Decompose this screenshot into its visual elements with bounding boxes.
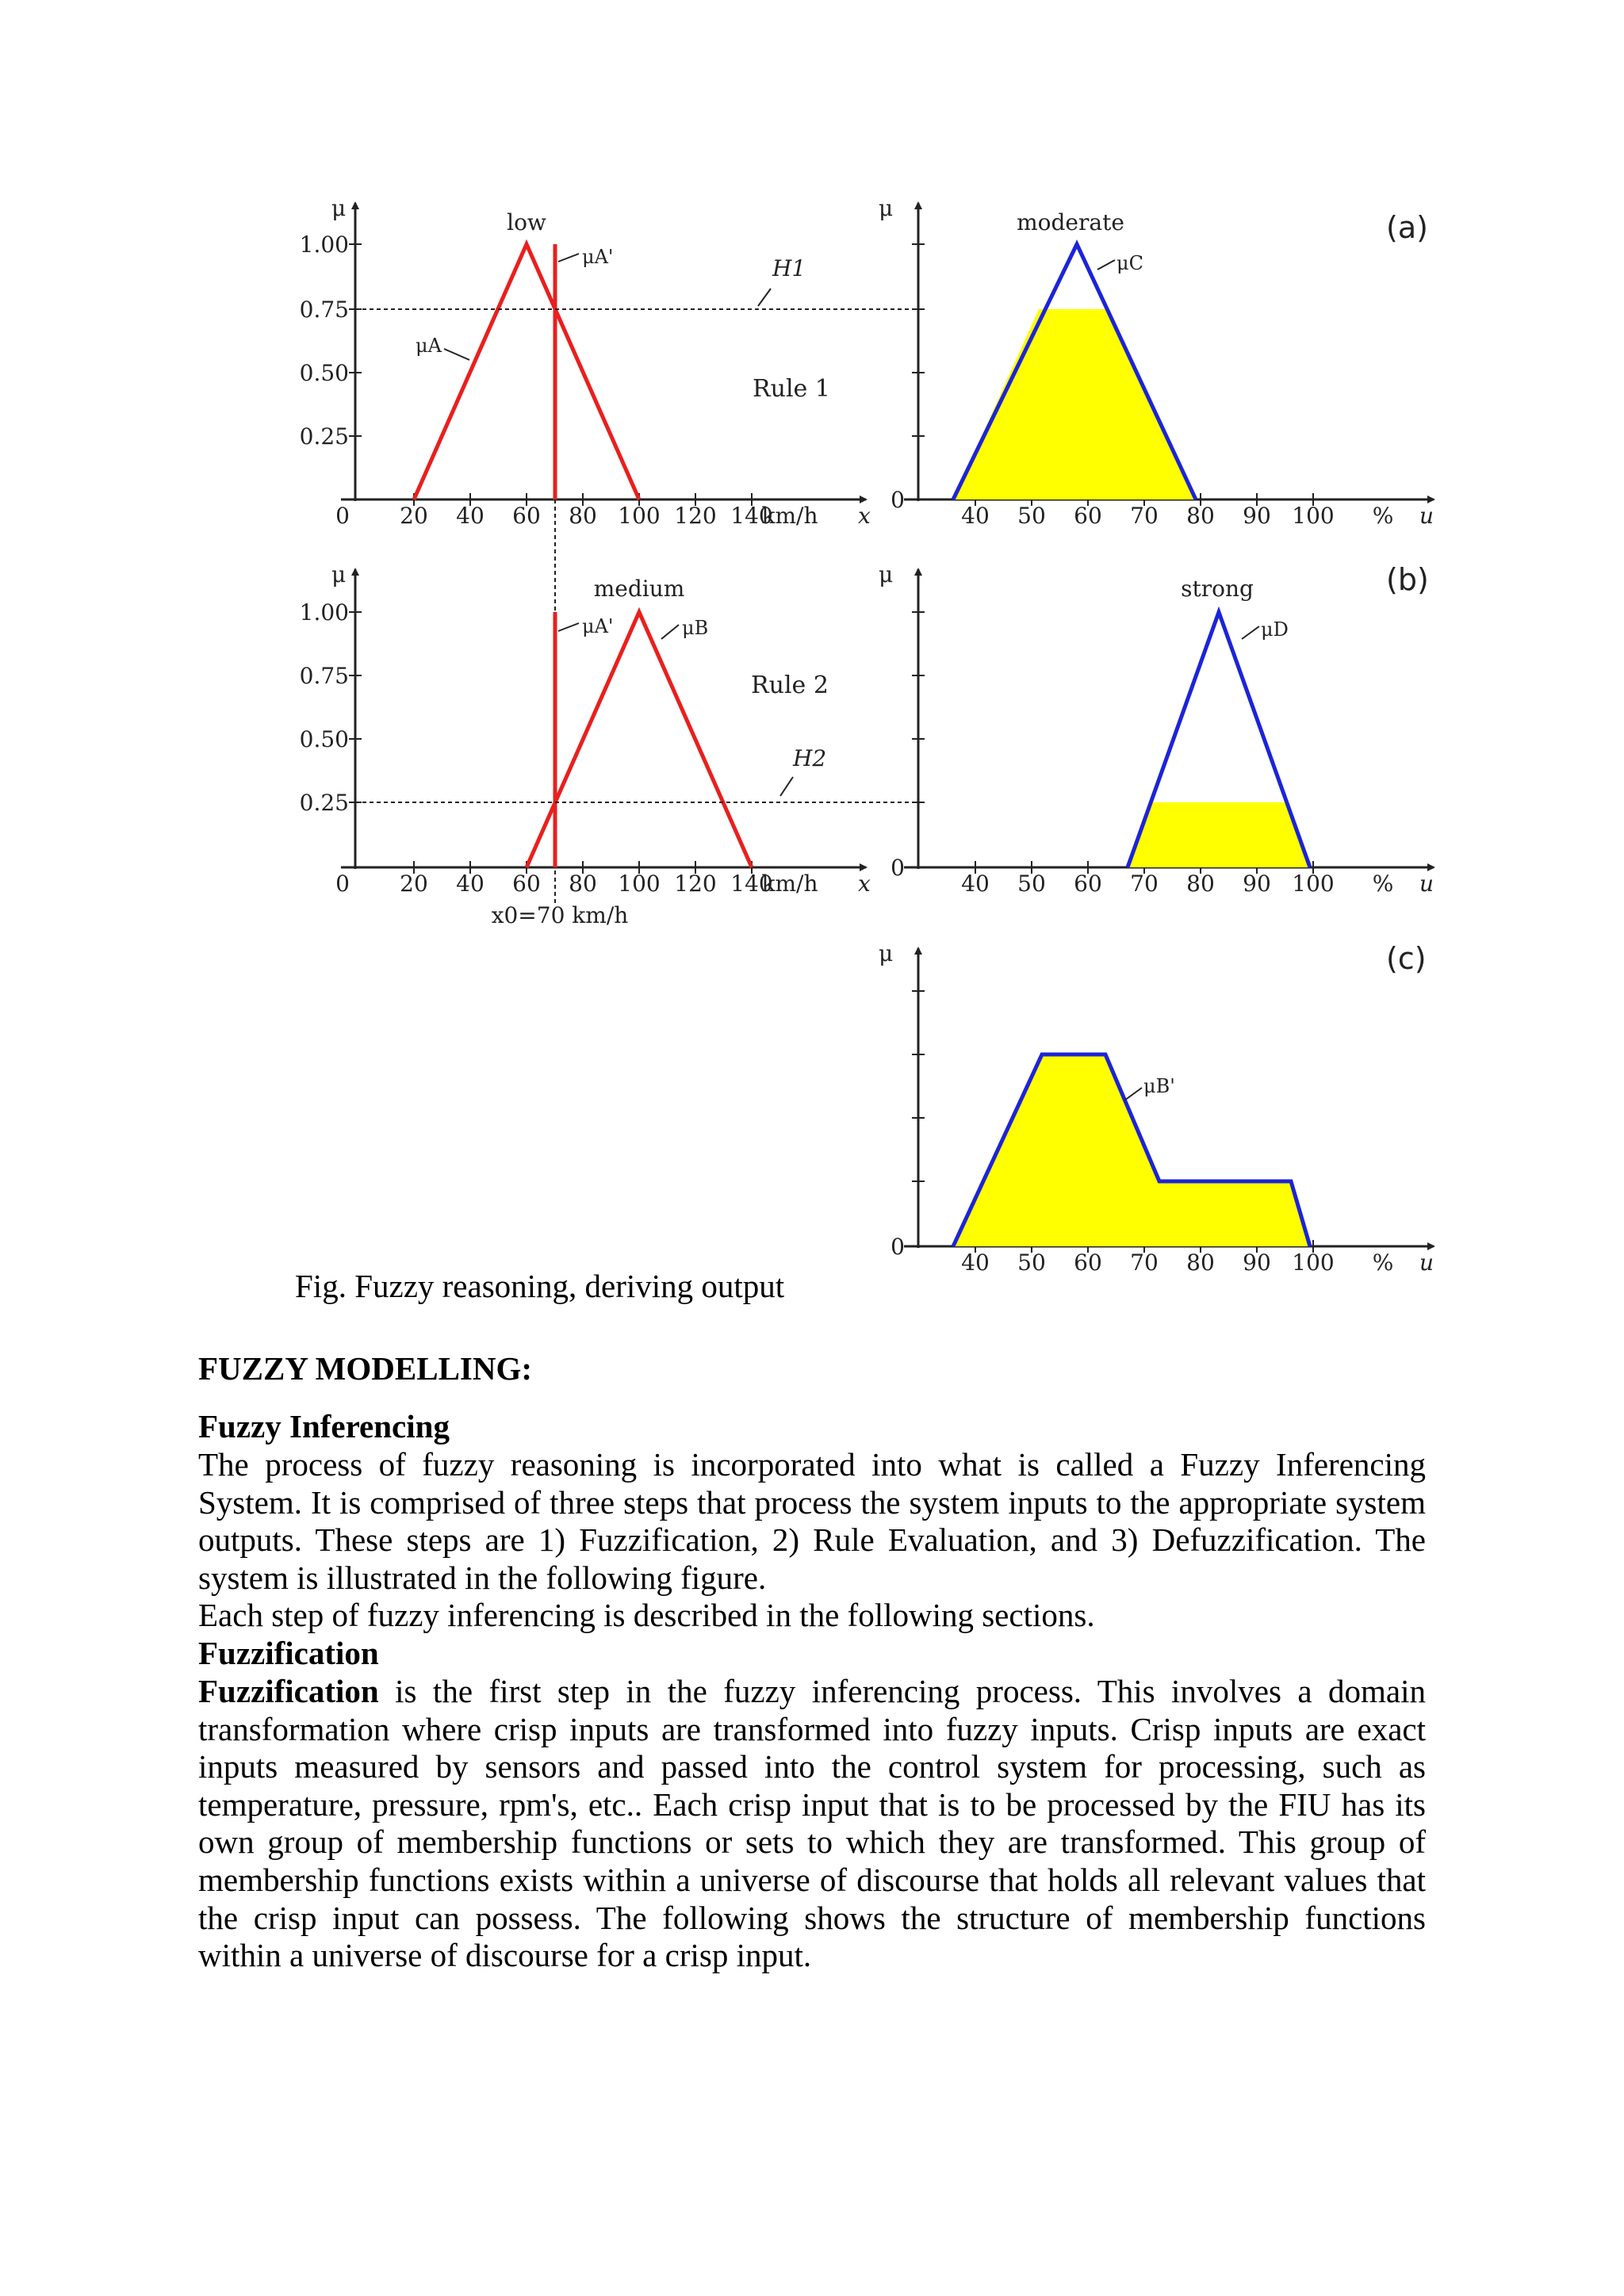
panel-b-tag: (b) [1386,562,1429,597]
panel-a-y-tick-1: 1.00 [299,232,349,258]
panel-a-u-tick-100: 100 [1292,503,1335,529]
panel-a-moderate-label: moderate [1017,209,1124,235]
panel-a-clipped-area [953,309,1196,499]
panel-a [300,195,1434,529]
panel-b-mu-d-label: μD [1261,618,1289,641]
panel-b-mu-b-label: μB [682,617,709,639]
panel-a-h1-label: H1 [772,255,806,281]
panel-a-u-tick-60: 60 [1074,503,1102,529]
panel-b-u-tick-50: 50 [1017,871,1046,897]
panel-c-output-var: u [1419,1249,1434,1276]
panel-a-y-tick-2: 0.75 [299,297,349,323]
panel-b-u-tick-80: 80 [1186,871,1215,897]
panel-a-input-unit: km/h [761,503,818,529]
panel-b-u-tick-100: 100 [1292,871,1335,897]
panel-a-u-tick-40: 40 [961,503,990,529]
panel-a-tag: (a) [1386,210,1428,245]
paragraph-steps-intro: Each step of fuzzy inferencing is described in the following sections. [198,1597,1095,1633]
panel-c-u-tick-40: 40 [961,1249,990,1276]
panel-a-y-tick-4: 0.25 [299,423,349,450]
panel-b-strong-label: strong [1181,576,1254,602]
panel-b-u-tick-60: 60 [1074,871,1102,897]
panel-c-output-mu-label: μ [879,940,894,966]
panel-a-mu-c-label: μC [1116,252,1143,274]
panel-a-x-tick-0: 0 [335,503,350,529]
panel-a-output-unit: % [1372,503,1394,529]
panel-a-u-tick-80: 80 [1186,503,1215,529]
panel-a-input-var: x [858,503,871,529]
section-heading: FUZZY MODELLING: [198,1350,533,1387]
panel-a-output-zero: 0 [891,487,905,513]
panel-c-mu-b-prime-label: μB' [1143,1075,1175,1097]
panel-b-u-tick-40: 40 [961,871,990,897]
panel-b-input-mu-label: μ [331,561,347,587]
panel-b-y-tick-2: 0.75 [299,663,349,689]
panel-b-medium-mf [527,612,752,867]
panel-b-clipped-area [1128,802,1310,867]
panel-b-output-mu-label: μ [879,561,894,587]
panel-a-x-tick-140: 140 [730,503,773,529]
panel-b-u-tick-90: 90 [1243,871,1271,897]
panel-b [300,561,1434,928]
panel-b-x-tick-140: 140 [730,871,773,897]
panel-a-low-label: low [507,209,546,235]
panel-b-h2-label: H2 [793,745,827,771]
panel-a-mu-a-prime-label: μA' [582,246,614,268]
panel-a-u-tick-90: 90 [1243,503,1271,529]
panel-c-u-tick-80: 80 [1186,1249,1215,1276]
paragraph-fuzzification [198,1673,1426,1975]
panel-b-input-unit: km/h [761,871,818,897]
panel-b-x0-label: x0=70 km/h [491,902,629,928]
panel-a-x-tick-80: 80 [569,503,597,529]
panel-a-u-tick-70: 70 [1130,503,1159,529]
panel-c-output-unit: % [1372,1249,1394,1276]
panel-a-x-tick-20: 20 [400,503,428,529]
panel-a-x-tick-40: 40 [456,503,485,529]
panel-a-output-mu-label: μ [879,195,894,221]
panel-b-medium-label: medium [593,576,685,602]
panel-a-input-mu-label: μ [331,195,347,221]
panel-b-u-tick-70: 70 [1130,871,1159,897]
paragraph-fuzzy-inferencing: The process of fuzzy reasoning is incorporated into what is called a Fuzzy Inferencing System. It is comprised of three steps that process the system inputs to the appropriate system outputs. These steps are 1) Fuzzification, 2) Rule Evaluation, and 3) Defuzzification. The system is illustrated in the following figure. [198,1446,1426,1596]
panel-b-x-tick-80: 80 [569,871,597,897]
panel-b-x-tick-20: 20 [400,871,428,897]
figure-caption: Fig. Fuzzy reasoning, deriving output [295,1268,785,1304]
panel-c-output-zero: 0 [891,1234,905,1260]
panel-b-mu-a-prime-label: μA' [582,615,614,637]
panel-a-rule-label: Rule 1 [753,375,830,403]
panel-c [879,940,1434,1276]
panel-b-x-tick-40: 40 [456,871,485,897]
panel-b-y-tick-3: 0.50 [299,726,349,752]
fuzzification-body: is the first step in the fuzzy inferencing process. This involves a domain transformation where crisp inputs are transformed into fuzzy inputs. Crisp inputs are exact inputs measured by sensors and passed into the control system for processing, such as temperature, pressure, rpm's, etc.. Each crisp input that is to be processed by the FIU has its own group of membership functions or sets to which they are transformed. This group of membership functions exists within a universe of discourse that holds all relevant values that the crisp input can possess. The following shows the structure of membership functions within a universe of discourse for a crisp input. [198,1673,1426,1974]
panel-b-output-zero: 0 [891,855,905,881]
panel-a-x-tick-120: 120 [674,503,717,529]
panel-b-x-tick-120: 120 [674,871,717,897]
panel-b-input-var: x [858,871,871,897]
panel-b-y-tick-4: 0.25 [299,790,349,816]
panel-a-low-mf [414,244,639,499]
panel-b-y-tick-1: 1.00 [299,599,349,626]
panel-b-x-tick-0: 0 [335,871,350,897]
panel-b-output-unit: % [1372,871,1394,897]
panel-a-output-var: u [1419,503,1434,529]
subheading-fuzzy-inferencing: Fuzzy Inferencing [198,1408,450,1445]
panel-b-x-tick-100: 100 [618,871,661,897]
panel-c-u-tick-100: 100 [1292,1249,1335,1276]
subheading-fuzzification: Fuzzification [198,1635,379,1671]
panel-c-tag: (c) [1386,941,1427,976]
panel-c-u-tick-90: 90 [1243,1249,1271,1276]
panel-c-u-tick-70: 70 [1130,1249,1159,1276]
panel-c-u-tick-50: 50 [1017,1249,1046,1276]
panel-a-x-tick-100: 100 [618,503,661,529]
fuzzification-lead-term: Fuzzification [198,1673,379,1709]
panel-a-mu-a-label: μA [416,335,442,357]
panel-b-x-tick-60: 60 [512,871,541,897]
panel-a-x-tick-60: 60 [512,503,541,529]
panel-a-u-tick-50: 50 [1017,503,1046,529]
panel-c-u-tick-60: 60 [1074,1249,1102,1276]
panel-c-aggregated-area [953,1054,1310,1246]
panel-b-rule-label: Rule 2 [751,672,829,699]
panel-b-output-var: u [1419,871,1434,897]
panel-a-y-tick-3: 0.50 [299,360,349,386]
